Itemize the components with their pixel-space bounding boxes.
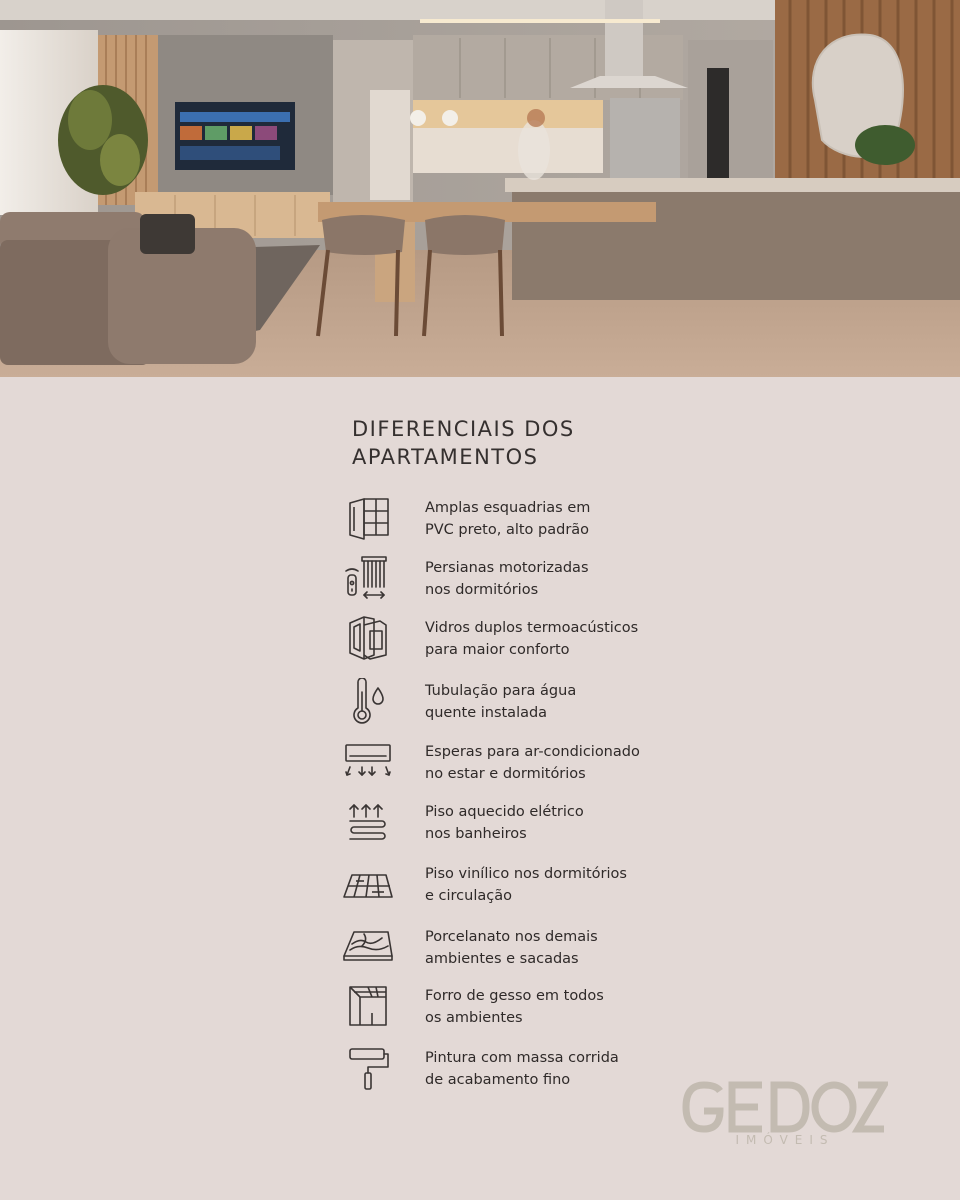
feature-line-2: nos dormitórios bbox=[425, 582, 539, 598]
feature-line-2: nos banheiros bbox=[425, 826, 527, 842]
feature-item-plaster-ceiling bbox=[342, 983, 762, 1033]
feature-line-2: para maior conforto bbox=[425, 642, 570, 658]
heading-line-2: APARTAMENTOS bbox=[352, 445, 539, 469]
feature-text bbox=[425, 801, 755, 845]
feature-line-1: Pintura com massa corrida bbox=[425, 1050, 619, 1066]
feature-text bbox=[425, 741, 755, 785]
feature-item-heated-floor bbox=[342, 799, 762, 849]
feature-item-vinyl-floor bbox=[342, 861, 762, 911]
paint-roller-icon bbox=[342, 1045, 394, 1093]
vinyl-floor-planks-icon bbox=[342, 861, 394, 909]
feature-line-1: Amplas esquadrias em bbox=[425, 500, 591, 516]
heated-floor-icon bbox=[342, 799, 394, 847]
brand-logo bbox=[682, 1077, 888, 1157]
feature-item-hot-water bbox=[342, 678, 762, 728]
feature-line-2: no estar e dormitórios bbox=[425, 766, 586, 782]
feature-line-1: Forro de gesso em todos bbox=[425, 988, 604, 1004]
feature-line-2: quente instalada bbox=[425, 705, 548, 721]
feature-line-2: os ambientes bbox=[425, 1010, 523, 1026]
window-frame-icon bbox=[342, 495, 394, 543]
feature-line-2: de acabamento fino bbox=[425, 1072, 571, 1088]
feature-line-2: ambientes e sacadas bbox=[425, 951, 579, 967]
feature-text bbox=[425, 617, 755, 661]
feature-text bbox=[425, 497, 755, 541]
feature-text bbox=[425, 680, 755, 724]
feature-item-motorized-blinds bbox=[342, 555, 762, 605]
feature-text bbox=[425, 926, 755, 970]
feature-line-1: Piso aquecido elétrico bbox=[425, 804, 584, 820]
plaster-ceiling-icon bbox=[342, 983, 394, 1031]
porcelain-tile-icon bbox=[342, 924, 394, 972]
hero-interior-image bbox=[0, 0, 960, 377]
logo-tagline: IMÓVEIS bbox=[735, 1133, 835, 1147]
double-glazing-icon bbox=[342, 615, 394, 663]
feature-line-1: Porcelanato nos demais bbox=[425, 929, 598, 945]
features-section bbox=[0, 377, 960, 1200]
feature-item-porcelain-tile bbox=[342, 924, 762, 974]
feature-text bbox=[425, 863, 755, 907]
feature-line-1: Piso vinílico nos dormitórios bbox=[425, 866, 627, 882]
feature-line-1: Persianas motorizadas bbox=[425, 560, 589, 576]
feature-line-1: Esperas para ar-condicionado bbox=[425, 744, 640, 760]
section-heading bbox=[352, 415, 712, 471]
feature-text bbox=[425, 985, 755, 1029]
thermometer-water-drop-icon bbox=[342, 678, 394, 726]
feature-item-air-conditioning bbox=[342, 739, 762, 789]
feature-line-1: Tubulação para água bbox=[425, 683, 577, 699]
feature-line-1: Vidros duplos termoacústicos bbox=[425, 620, 639, 636]
motorized-blinds-icon bbox=[342, 555, 394, 603]
feature-item-pvc-windows bbox=[342, 495, 762, 545]
feature-item-double-glass bbox=[342, 615, 762, 665]
air-conditioner-icon bbox=[342, 739, 394, 787]
feature-line-2: PVC preto, alto padrão bbox=[425, 522, 590, 538]
feature-line-2: e circulação bbox=[425, 888, 512, 904]
feature-text bbox=[425, 557, 755, 601]
heading-line-1: DIFERENCIAIS DOS bbox=[352, 417, 575, 441]
